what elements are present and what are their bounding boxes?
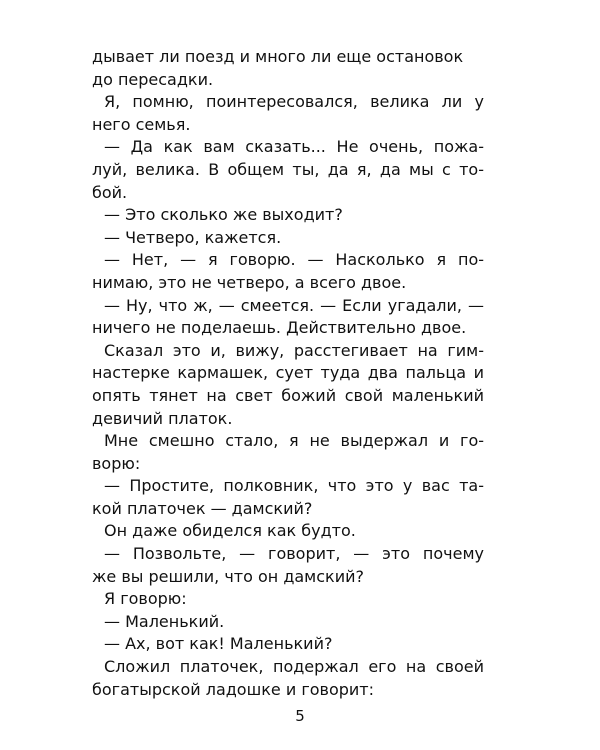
text-line: ничего не поделаешь. Действительно двое. — [92, 318, 467, 338]
text-line: Сложил платочек, подержал его на своей — [104, 657, 484, 677]
text-line: — Ну, что ж, — смеется. — Если угадали, — — [104, 295, 484, 315]
text-line: богатырской ладошке и говорит: — [92, 679, 374, 699]
body-text — [92, 46, 484, 701]
text-line: кой платочек — дамский? — [92, 498, 313, 518]
text-line: — Это сколько же выходит? — [104, 205, 343, 225]
text-line: до пересадки. — [92, 69, 214, 89]
text-line: ворю: — [92, 453, 141, 473]
text-line: опять тянет на свет божий свой маленький — [92, 385, 484, 405]
text-line: Сказал это и, вижу, расстегивает на гим- — [104, 340, 484, 360]
text-line: девичий платок. — [92, 408, 233, 428]
text-line: дывает ли поезд и много ли еще остановок — [92, 47, 464, 66]
text-line: же вы решили, что он дамский? — [92, 566, 364, 586]
text-line: бой. — [92, 182, 128, 202]
text-line: — Маленький. — [104, 611, 225, 631]
text-line: Я, помню, поинтересовался, велика ли у — [104, 92, 484, 112]
text-line: Мне смешно стало, я не выдержал и го- — [104, 431, 484, 451]
text-line: Он даже обиделся как будто. — [104, 521, 356, 541]
text-line: настерке кармашек, сует туда два пальца и — [92, 363, 484, 383]
text-line: — Ах, вот как! Маленький? — [104, 634, 333, 654]
text-line: — Позвольте, — говорит, — это почему — [104, 544, 484, 564]
text-line: нимаю, это не четверо, а всего двое. — [92, 272, 407, 292]
text-line: него семья. — [92, 114, 191, 134]
text-line: Я говорю: — [104, 589, 187, 609]
text-line: — Нет, — я говорю. — Насколько я по- — [104, 250, 484, 270]
text-line: — Да как вам сказать... Не очень, пожа- — [104, 137, 484, 157]
text-line: — Простите, полковник, что это у вас та- — [104, 476, 484, 496]
text-line: луй, велика. В общем ты, да я, да мы с то- — [92, 159, 484, 179]
page-number: 5 — [295, 707, 305, 725]
text-line: — Четверо, кажется. — [104, 227, 282, 247]
